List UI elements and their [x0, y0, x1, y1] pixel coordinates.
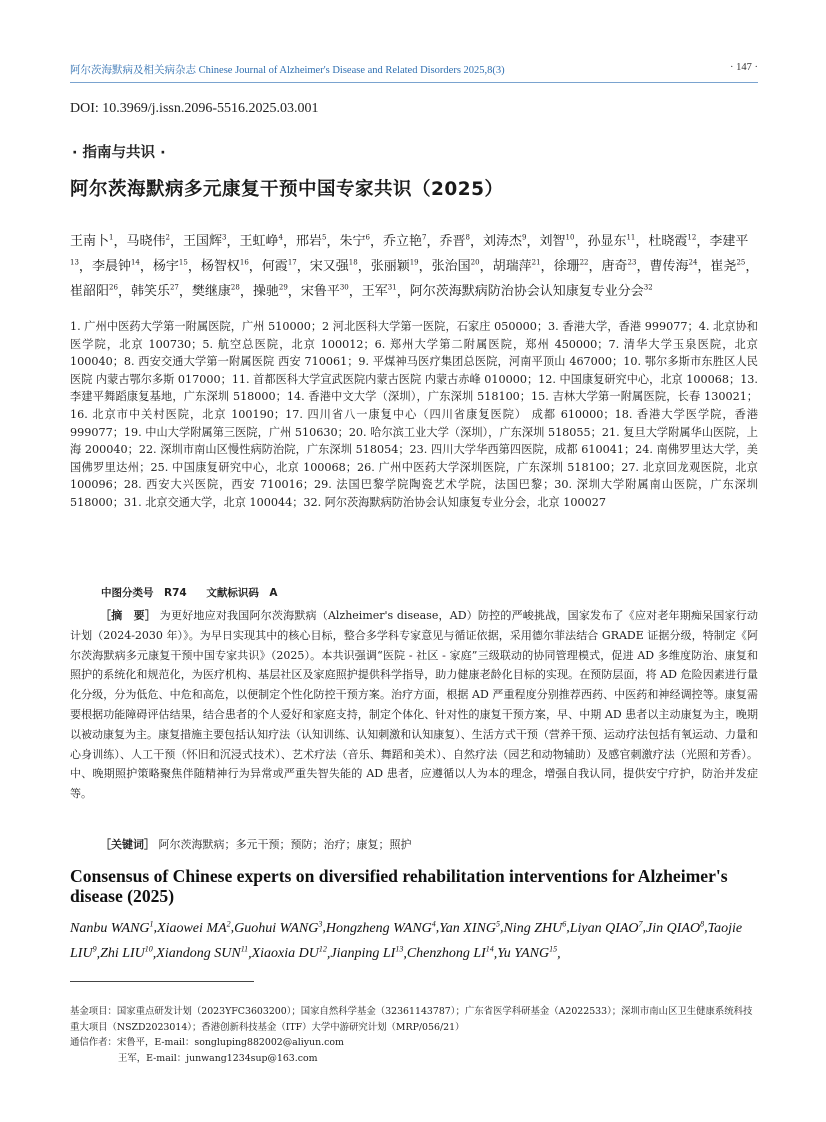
author-entry — [262, 259, 297, 274]
author-entry — [156, 946, 248, 961]
author-name: 杨宇 — [152, 259, 179, 275]
author-separator: ， — [469, 234, 483, 250]
author-separator: ， — [248, 259, 262, 275]
journal-name: 阿尔茨海默病及相关病杂志 Chinese Journal of Alzheimer's Disease and Related Disorders 2025,8(3) — [70, 65, 505, 76]
author-entry — [153, 259, 188, 274]
author-entry — [310, 259, 358, 274]
chinese-title: 阿尔茨海默病多元康复干预中国专家共识（2025） — [70, 179, 504, 200]
classification-line — [101, 585, 294, 600]
author-entry — [407, 946, 494, 961]
author-name: 刘涛杰 — [483, 234, 523, 250]
page-number: · 147 · — [730, 62, 758, 73]
author-name: 阿尔茨海默病防治协会认知康复专业分会 — [409, 283, 644, 299]
author-separator: , — [322, 920, 326, 936]
author-affiliation-number: 1 — [149, 919, 154, 928]
author-separator: ， — [526, 234, 540, 250]
author-name: Xiaoxia DU — [251, 946, 319, 962]
author-separator: , — [403, 946, 407, 962]
author-separator: , — [557, 946, 561, 962]
author-entry — [70, 284, 118, 299]
author-name: 崔韶阳 — [70, 283, 110, 299]
author-separator: , — [230, 920, 235, 936]
author-affiliation-number: 4 — [431, 919, 436, 928]
author-separator: ， — [239, 283, 253, 299]
author-separator: , — [153, 920, 158, 936]
author-affiliation-number: 5 — [322, 234, 327, 242]
author-entry — [183, 234, 226, 249]
author-entry — [92, 259, 140, 274]
author-separator: ， — [169, 234, 183, 250]
author-name: 张丽颖 — [370, 259, 410, 275]
author-affiliation-number: 19 — [409, 258, 419, 267]
author-name: 乔立艳 — [383, 234, 423, 250]
author-name: Xiandong SUN — [156, 946, 241, 962]
author-affiliation-number: 15 — [178, 258, 188, 267]
author-name: 王虹峥 — [239, 234, 279, 250]
doi[interactable]: DOI: 10.3969/j.issn.2096-5516.2025.03.001 — [70, 101, 319, 116]
author-affiliation-number: 4 — [278, 234, 283, 242]
author-name: 朱宁 — [339, 234, 366, 250]
author-affiliation-number: 18 — [348, 258, 358, 267]
author-entry — [648, 234, 696, 249]
author-name: 曹传海 — [649, 259, 689, 275]
author-name: Zhi LIU — [100, 946, 145, 962]
author-entry — [410, 284, 653, 299]
author-entry — [240, 234, 283, 249]
footnote-divider — [70, 981, 254, 982]
author-entry — [326, 921, 436, 936]
author-name: Guohui WANG — [234, 920, 319, 936]
author-entry — [70, 921, 154, 936]
footnotes — [70, 1004, 758, 1066]
author-affiliation-number: 7 — [422, 234, 427, 242]
author-entry — [503, 921, 566, 936]
author-affiliation-number: 12 — [687, 234, 697, 242]
author-name: 宋鲁平 — [300, 283, 340, 299]
author-affiliation-number: 10 — [144, 944, 153, 954]
author-affiliation-number: 9 — [92, 944, 97, 954]
author-name: Hongzheng WANG — [325, 920, 432, 936]
funding-note: 基金项目：国家重点研发计划（2023YFC3603200）；国家自然科学基金（32361143787）；广东省医学科研基金（A2022533）；深圳市南山区卫生健康系统科技重大项目（NSZD2023014）；香港创新科技基金（ITF）大学中游研究计划（MRP/056/21） — [70, 1006, 753, 1033]
author-separator: ， — [426, 234, 440, 250]
author-entry — [440, 234, 470, 249]
author-name: Jin QIAO — [646, 920, 701, 936]
author-separator: ， — [139, 259, 153, 275]
author-name: 刘智 — [539, 234, 566, 250]
author-entry — [127, 234, 170, 249]
author-name: 邢岩 — [296, 234, 323, 250]
author-affiliation-number: 8 — [465, 234, 470, 242]
clc-number: 中图分类号 R74 — [101, 587, 187, 599]
author-affiliation-number: 6 — [562, 919, 567, 928]
author-entry — [587, 234, 635, 249]
author-affiliation-number: 29 — [278, 283, 288, 292]
author-entry — [340, 234, 370, 249]
author-name: Yu YANG — [497, 946, 550, 962]
author-separator: , — [642, 920, 647, 936]
keywords — [70, 836, 758, 854]
author-affiliation-number: 12 — [318, 944, 327, 954]
author-separator: ， — [282, 234, 296, 250]
author-separator: ， — [348, 283, 362, 299]
author-separator: , — [704, 920, 708, 936]
author-entry — [234, 921, 322, 936]
author-name: 唐奇 — [601, 259, 628, 275]
author-name: 杜晓霞 — [648, 234, 688, 250]
author-separator: ， — [369, 234, 383, 250]
author-affiliation-number: 13 — [395, 944, 404, 954]
author-separator: , — [566, 920, 570, 936]
author-name: Taojie LIU — [70, 920, 743, 962]
author-name: 张治国 — [431, 259, 471, 275]
author-affiliation-number: 23 — [627, 258, 637, 267]
author-separator: ， — [226, 234, 240, 250]
author-entry — [192, 284, 240, 299]
abstract — [70, 606, 758, 804]
author-affiliation-number: 3 — [222, 234, 227, 242]
author-affiliation-number: 16 — [239, 258, 249, 267]
author-separator: ， — [78, 259, 92, 275]
author-separator: ， — [574, 234, 588, 250]
author-affiliation-number: 20 — [470, 258, 480, 267]
keywords-text: 阿尔茨海默病；多元干预；预防；治疗；康复；照护 — [158, 838, 412, 851]
author-affiliation-number: 8 — [700, 919, 705, 928]
author-affiliation-number: 6 — [365, 234, 370, 242]
author-name: 崔尧 — [710, 259, 737, 275]
author-separator: , — [326, 946, 331, 962]
author-entry — [540, 234, 575, 249]
author-entry — [330, 946, 403, 961]
author-affiliation-number: 28 — [230, 283, 240, 292]
keywords-label: ［关键词］ — [100, 838, 155, 851]
author-entry — [493, 259, 541, 274]
author-entry — [70, 234, 113, 249]
author-name: 孙显东 — [587, 234, 627, 250]
author-name: 樊继康 — [191, 283, 231, 299]
author-separator: , — [96, 946, 101, 962]
author-name: 李晨钟 — [91, 259, 131, 275]
author-entry — [439, 921, 500, 936]
author-affiliation-number: 32 — [643, 283, 653, 292]
author-entry — [253, 284, 288, 299]
author-separator: ， — [697, 259, 711, 275]
english-title: Consensus of Chinese experts on diversified rehabilitation interventions for Alzheimer's disease (2025) — [70, 866, 728, 906]
author-separator: , — [248, 946, 252, 962]
author-separator: ， — [357, 259, 371, 275]
author-name: Xiaowei MA — [157, 920, 227, 936]
author-name: Ning ZHU — [503, 920, 563, 936]
author-name: 何霞 — [261, 259, 288, 275]
author-name: 王国辉 — [183, 234, 223, 250]
author-entry — [252, 946, 327, 961]
author-affiliation-number: 10 — [565, 234, 575, 242]
english-author-list — [70, 913, 760, 964]
author-separator: ， — [113, 234, 127, 250]
author-name: 宋又强 — [309, 259, 349, 275]
author-entry — [131, 284, 179, 299]
author-name: 胡瑞萍 — [492, 259, 532, 275]
author-entry — [570, 921, 643, 936]
author-affiliation-number: 9 — [522, 234, 527, 242]
author-affiliation-number: 2 — [226, 919, 231, 928]
author-affiliation-number: 17 — [287, 258, 297, 267]
author-entry — [602, 259, 637, 274]
author-entry — [301, 284, 349, 299]
author-separator: , — [493, 946, 498, 962]
abstract-label: ［摘 要］ — [100, 609, 157, 622]
author-separator: ， — [540, 259, 554, 275]
author-name: 韩笑乐 — [130, 283, 170, 299]
author-name: 徐珊 — [553, 259, 580, 275]
author-name: Nanbu WANG — [70, 920, 150, 936]
author-name: Liyan QIAO — [569, 920, 639, 936]
author-entry — [646, 921, 704, 936]
author-separator: ， — [636, 259, 650, 275]
author-affiliation-number: 3 — [318, 919, 323, 928]
author-affiliation-number: 13 — [70, 258, 79, 267]
author-affiliation-number: 21 — [531, 258, 541, 267]
author-affiliation-number: 11 — [240, 944, 249, 954]
author-entry — [649, 259, 697, 274]
author-entry — [362, 284, 397, 299]
author-name: Yan XING — [439, 920, 496, 936]
author-separator: ， — [117, 283, 131, 299]
author-affiliation-number: 7 — [638, 919, 643, 928]
section-label: · 指南与共识 · — [72, 145, 166, 161]
author-separator: ， — [287, 283, 301, 299]
author-entry — [432, 259, 480, 274]
author-affiliation-number: 26 — [109, 283, 118, 292]
author-name: 乔晋 — [439, 234, 466, 250]
author-entry — [371, 259, 419, 274]
author-name: 王军 — [361, 283, 388, 299]
author-separator: ， — [479, 259, 493, 275]
author-affiliation-number: 27 — [169, 283, 179, 292]
author-affiliation-number: 2 — [165, 234, 170, 242]
author-separator: ， — [696, 234, 710, 250]
author-entry — [157, 921, 231, 936]
author-affiliation-number: 14 — [130, 258, 140, 267]
author-affiliation-number: 15 — [549, 944, 558, 954]
author-separator: ， — [745, 259, 759, 275]
header-divider — [70, 82, 758, 83]
author-name: 马晓伟 — [126, 234, 166, 250]
abstract-text: 为更好地应对我国阿尔茨海默病（Alzheimer's disease，AD）防控的严峻挑战，国家发布了《应对老年期痴呆国家行动计划（2024-2030 年）》。为早日实现其中的核心目标，整合多学科专家意见与循证依据，采用德尔菲法结合 GRADE 证据分级，特制定《阿尔茨海默病多元康复干预中国专家共识》（2025）。本共识强调“医院 - 社区 - 家庭”三级联动的协同管理模式，促进 AD 多维度防治、康复和照护的系统化和规范化，为医疗机构、基层社区及家庭照护提供科学指导，助力健康老龄化目标的实现。在预防层面，将 AD 危险因素进行量化分级，分为低危、中危和高危，以便制定个性化防控干预方案。治疗方面，根据 AD 严重程度分别推荐西药、中医药和神经调控等。康复需要根据功能障碍评估结果，结合患者的个人爱好和家庭支持，制定个体化、针对性的康复干预方案，早、中期 AD 患者以主动康复为主，晚期以被动康复为主。康复措施主要包括认知疗法（认知训练、认知刺激和认知康复）、生活方式干预（营养干预、运动疗法包括有氧运动、力量和心身训练）、人工干预（怀旧和沉浸式技术）、艺术疗法（音乐、舞蹈和美术）、自然疗法（园艺和动物辅助）及感官刺激疗法（光照和芳香）。中、晚期照护策略聚焦伴随精神行为异常或严重失智失能的 AD 患者，应遵循以人为本的理念，增强自我认同，提供安宁疗护，防治并发症等。 — [70, 609, 759, 801]
author-entry — [201, 259, 249, 274]
author-affiliation-number: 24 — [688, 258, 698, 267]
author-entry — [497, 946, 557, 961]
chinese-author-list — [70, 228, 760, 302]
author-affiliation-number: 11 — [626, 234, 636, 242]
author-name: Chenzhong LI — [406, 946, 486, 962]
author-entry — [100, 946, 153, 961]
running-header — [70, 62, 758, 78]
author-affiliation-number: 14 — [485, 944, 494, 954]
author-affiliation-number: 30 — [339, 283, 349, 292]
author-name: Jianping LI — [330, 946, 396, 962]
corresponding-author-2[interactable]: 王军，E-mail：junwang1234sup@163.com — [118, 1052, 318, 1064]
author-separator: ， — [396, 283, 410, 299]
author-affiliation-number: 22 — [579, 258, 589, 267]
author-separator: ， — [588, 259, 602, 275]
author-name: 李建平 — [709, 234, 749, 250]
author-separator: , — [499, 920, 504, 936]
author-entry — [296, 234, 326, 249]
author-separator: , — [152, 946, 157, 962]
author-separator: , — [435, 920, 440, 936]
author-separator: ， — [187, 259, 201, 275]
author-name: 操驰 — [252, 283, 279, 299]
author-name: 杨智权 — [200, 259, 240, 275]
author-affiliation-number: 5 — [495, 919, 500, 928]
author-separator: ， — [635, 234, 649, 250]
author-separator: ， — [326, 234, 340, 250]
author-affiliation-number: 25 — [736, 258, 746, 267]
author-entry — [483, 234, 526, 249]
author-separator: ， — [178, 283, 192, 299]
author-entry — [710, 259, 745, 274]
corresponding-author-1[interactable]: 通信作者：宋鲁平，E-mail：songluping882002@aliyun.com — [70, 1037, 344, 1049]
author-separator: ， — [418, 259, 432, 275]
author-separator: ， — [296, 259, 310, 275]
author-entry — [383, 234, 426, 249]
author-affiliation-number: 1 — [109, 234, 114, 242]
author-entry — [554, 259, 589, 274]
author-name: 王南卜 — [70, 234, 110, 250]
author-affiliation-number: 31 — [387, 283, 397, 292]
affiliations: 1. 广州中医药大学第一附属医院，广州 510000；2 河北医科大学第一医院，石家庄 050000；3. 香港大学，香港 999077；4. 北京协和医学院，北京 100730；5. 航空总医院，北京 100012；6. 郑州大学第二附属医院，郑州 450000；7. 清华大学玉泉医院，北京 100040；8. 西安交通大学第一附属医院 西安 710061；9. 平煤神马医疗集团总医院，河南平顶山 467000；10. 鄂尔多斯市东胜区人民医院 内蒙古鄂尔多斯 017000；11. 首都医科大学宣武医院内蒙古医院 内蒙古赤峰 010000；12. 中国康复研究中心，北京 100068；13. 李建平舞蹈康复基地，广东深圳 518000；14. 香港中文大学（深圳），广东深圳 518100；15. 吉林大学第一附属医院，长春 130021；16. 北京市中关村医院，北京 100190；17. 四川省八一康复中心（四川省康复医院） 成都 610000；18. 香港大学医学院，香港 999077；19. 中山大学附属第三医院，广州 510630；20. 哈尔滨工业大学（深圳），广东深圳 518055；21. 复旦大学附属华山医院，上海 200040；22. 深圳市南山区慢性病防治院，广东深圳 518054；23. 四川大学华西第四医院，成都 610041；24. 南佛罗里达大学，美国佛罗里达州；25. 中国康复研究中心，北京 100068；26. 广州中医药大学深圳医院，广东深圳 518100；27. 北京回龙观医院，北京 100096；28. 西安大兴医院，西安 710016；29. 法国巴黎学院陶瓷艺术学院，法国巴黎；30. 深圳大学附属南山医院，广东深圳 518000；31. 北京交通大学，北京 100044；32. 阿尔茨海默病防治协会认知康复专业分会，北京 100027 — [70, 320, 758, 509]
document-code: 文献标识码 A — [206, 587, 278, 599]
